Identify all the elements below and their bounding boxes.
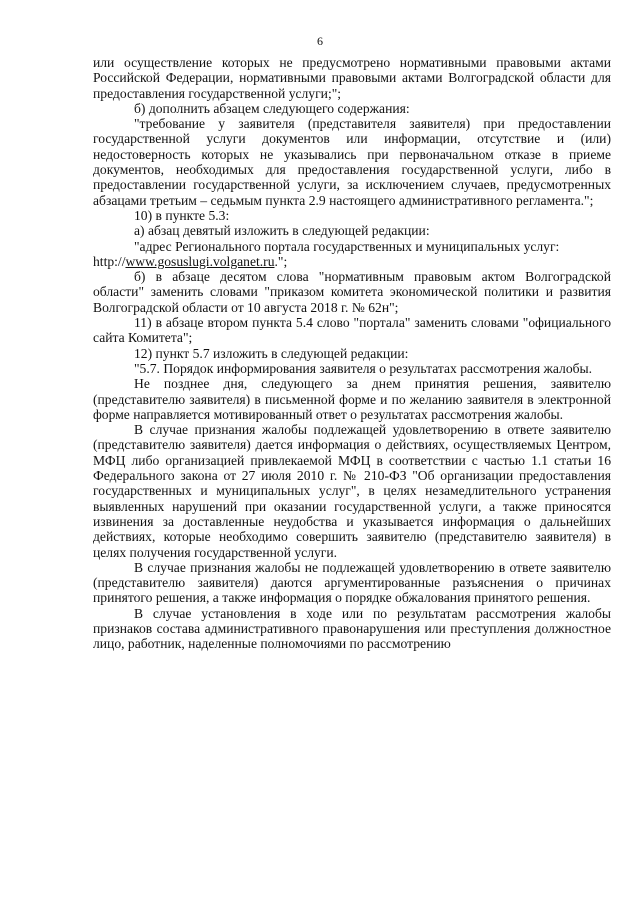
paragraph-amendment-b: б) дополнить абзацем следующего содержания: [134,100,410,116]
paragraph-complaint-rejected: В случае признания жалобы не подлежащей удовлетворению в ответе заявителю (представителю заявителя) даются аргументированные разъяснения о причинах принятого решения, а также информация о порядке обжалования принятого решения. [93,559,611,606]
paragraph-complaint-satisfied: В случае признания жалобы подлежащей удовлетворению в ответе заявителю (представителю заявителя) дается информация о действиях, осуществляемых Центром, МФЦ либо организацией привлекаемой МФЦ в соответствии с частью 1.1 статьи 16 Федерального закона от 27 июля 2010 г. № 210-ФЗ "Об организации предоставления государственных и муниципальных услуг", в целях незамедлительного устранения выявленных нарушений при оказании государственной услуги, а также приносятся извинения за доставленные неудобства и указывается информация о дальнейших действиях, которые необходимо совершить заявителю (представителю заявителя) в целях получения государственной услуги. [93,422,611,560]
paragraph-item-11: 11) в абзаце втором пункта 5.4 слово "портала" заменить словами "официального сайта Комитета"; [93,315,611,346]
page-number: 6 [317,34,323,48]
paragraph-item-10-b: б) в абзаце десятом слова "нормативным правовым актом Волгоградской области" заменить словами "приказом комитета экономической политики и развития Волгоградской области от 10 августа 2018 г. № 62н"; [93,269,611,315]
paragraph-continuation: или осуществление которых не предусмотрено нормативными правовыми актами Российской Федерации, нормативными правовыми актами Волгоградской области для предоставления государственной услуги;"; [93,55,611,101]
link-prefix: http:// [93,253,126,269]
paragraph-item-12: 12) пункт 5.7 изложить в следующей редакции: [134,345,409,361]
paragraph-portal-address: "адрес Регионального портала государственных и муниципальных услуг: [134,238,560,254]
paragraph-offense-detected: В случае установления в ходе или по результатам рассмотрения жалобы признаков состава административного правонарушения или преступления должностное лицо, работник, наделенные полномочиями по рассмотрению [93,605,611,652]
document-body [93,55,611,652]
paragraph-requirement-quote: "требование у заявителя (представителя заявителя) при предоставлении государственной услуги документов или информации, отсутствие и (или) недостоверность которых не указывались при первоначальном отказе в приеме документов, необходимых для предоставления государственной услуги, либо в предоставлении государственной услуги, за исключением случаев, предусмотренных абзацами третьим – седьмым пункта 2.9 настоящего административного регламента."; [93,116,611,208]
paragraph-section-5-7: "5.7. Порядок информирования заявителя о результатах рассмотрения жалобы. [134,360,593,376]
portal-link[interactable]: www.gosuslugi.volganet.ru [125,253,275,269]
paragraph-item-10-a: а) абзац девятый изложить в следующей редакции: [134,223,430,239]
paragraph-response-deadline: Не позднее дня, следующего за днем принятия решения, заявителю (представителю заявителя) в письменной форме и по желанию заявителя в электронной форме направляется мотивированный ответ о результатах рассмотрения жалобы. [93,376,611,422]
link-suffix: ."; [274,253,288,269]
paragraph-portal-link-line [93,254,611,269]
paragraph-item-10: 10) в пункте 5.3: [134,207,230,223]
